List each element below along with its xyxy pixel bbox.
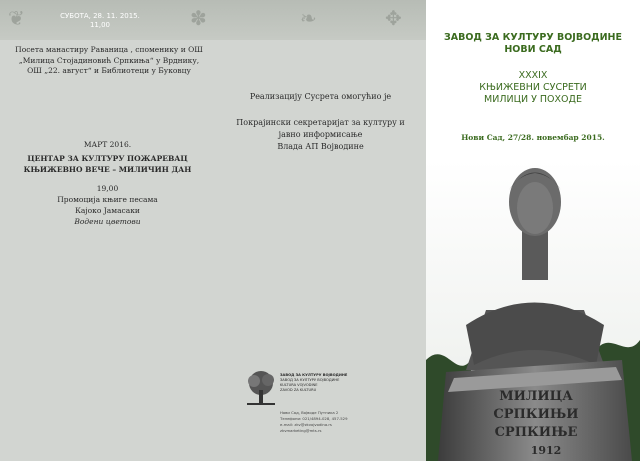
- sponsor-line: Покрајински секретаријат за културу и: [236, 118, 405, 127]
- promo-text: Промоција књиге песама: [57, 195, 158, 204]
- institute-title: ЗАВОД ЗА КУЛТУРУ ВОЈВОДИНЕ НОВИ САД: [444, 32, 622, 55]
- venue-line: ЦЕНТАР ЗА КУЛТУРУ ПОЖАРЕВАЦ: [27, 154, 188, 163]
- visit-line: „Милица Стојадиновић Српкиња“ у Врднику,: [18, 55, 200, 65]
- author-name: Кајоко Јамасаки: [75, 206, 140, 215]
- tree-icon: [245, 370, 277, 406]
- event-details: [0, 183, 215, 227]
- top-date-text: СУБОТА, 28. 11. 2015.: [60, 12, 140, 20]
- pedestal-line: СРПКИЊЕ: [494, 425, 578, 440]
- visit-line: ОШ „22. август“ и Библиотеци у Буковцу: [27, 66, 191, 75]
- top-date: [50, 12, 150, 30]
- sponsor-line: Влада АП Војводине: [277, 142, 364, 151]
- event-date: Нови Сад, 27/28. новембар 2015.: [461, 133, 605, 142]
- venue-line: КЊИЖЕВНО ВЕЧЕ – МИЛИЧИН ДАН: [23, 165, 192, 174]
- pedestal-line: СРПКИЊИ: [493, 407, 579, 422]
- march-date: МАРТ 2016.: [83, 140, 132, 149]
- book-title: Водени цветови: [74, 217, 141, 226]
- statue-photo: [426, 160, 640, 461]
- visit-description: [4, 45, 214, 77]
- visit-line: Посета манастиру Раваница , споменику и ОШ: [15, 45, 203, 54]
- event-venue: [0, 153, 215, 175]
- event-title: XXXIX КЊИЖЕВНИ СУСРЕТИ МИЛИЦИ У ПОХОДЕ: [479, 70, 587, 105]
- pedestal-line: МИЛИЦА: [499, 389, 573, 404]
- top-time-text: 11,00: [89, 21, 111, 29]
- pedestal-line: 1912: [530, 444, 562, 457]
- contact-info: Нови Сад, Војводе Путника 2 Телефони: 021/4894-028, 457-529 e-mail: zkv@zkvojvodina.rs zkvmarketing@mts.rs: [280, 410, 348, 433]
- logo-text: ЗАВОД ЗА КУЛТУРУ ВОЈВОДИНЕ ЗАВОД ЗА КУЛТУРУ ВОЈВОДИНЕ KULTURA VOJVODINE ZAVOD ZA KULTURU: [280, 373, 348, 392]
- sponsor-block: [215, 117, 426, 153]
- event-time: 19,00: [96, 184, 119, 193]
- sponsor-line: јавно информисање: [278, 130, 363, 139]
- realization-text: Реализацију Сусрета омогућио је: [249, 92, 392, 101]
- institute-logo: [240, 368, 355, 408]
- relief-header-image: ❦ ✽ ❧ ✥: [0, 0, 426, 40]
